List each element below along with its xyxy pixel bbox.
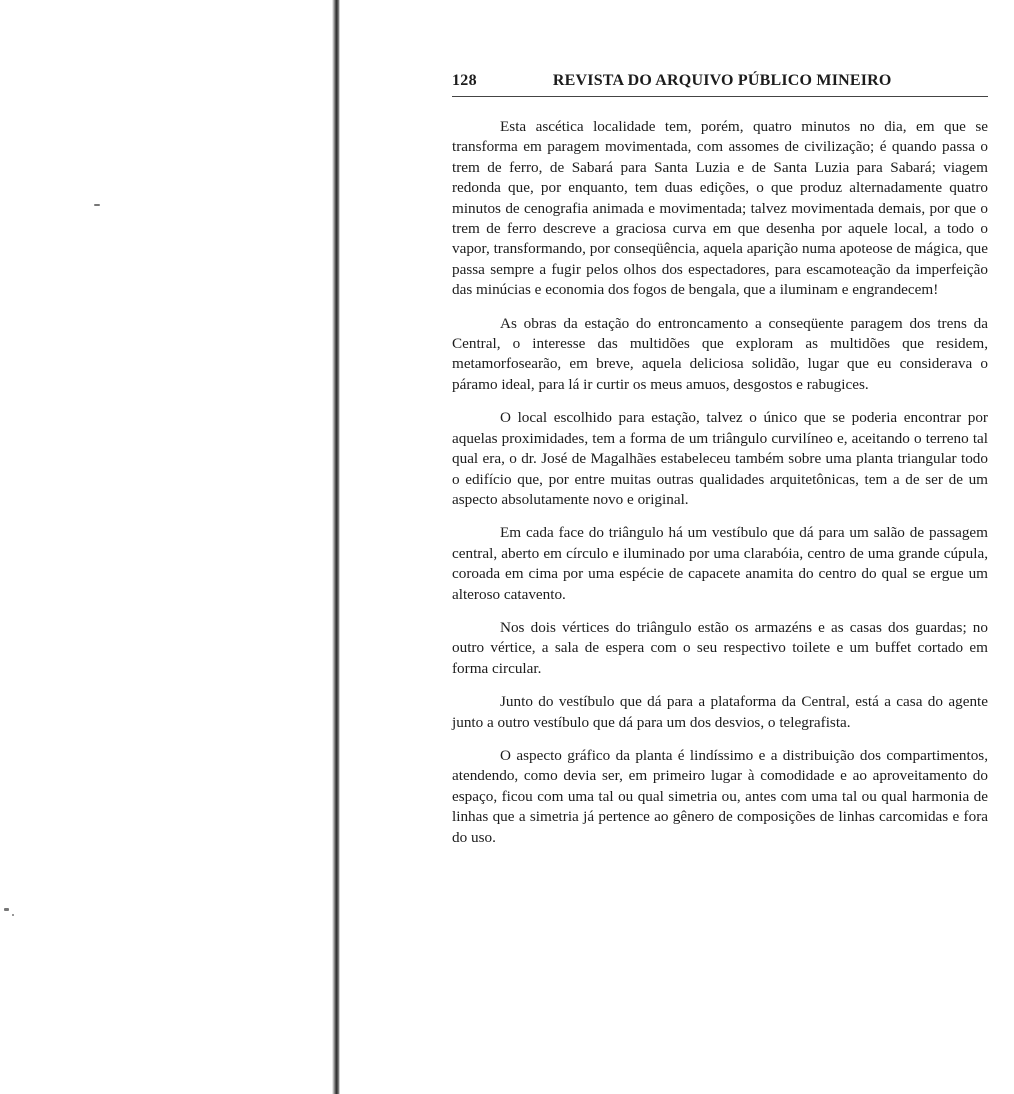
- page-number: 128: [452, 72, 477, 89]
- running-head: [452, 72, 988, 97]
- book-page: [452, 72, 988, 1072]
- journal-title: REVISTA DO ARQUIVO PÚBLICO MINEIRO: [552, 72, 892, 89]
- left-page-margin: [0, 0, 336, 1094]
- paragraph: Nos dois vértices do triângulo estão os armazéns e as casas dos guardas; no outro vértice, a sala de espera com o seu respectivo toilete e um buffet cortado em forma circular.: [452, 618, 988, 677]
- page-speck: [94, 204, 100, 206]
- paragraph: O aspecto gráfico da planta é lindíssimo e a distribuição dos compartimentos, atendendo, como devia ser, em primeiro lugar à comodidade e ao aproveitamento do espaço, ficou com uma tal ou qual simetria ou, antes com uma tal ou qual harmonia de linhas que a simetria já pertence ao gênero de composições de linhas carcomidas e fora do uso.: [452, 746, 988, 846]
- paragraph: O local escolhido para estação, talvez o único que se poderia encontrar por aquelas proximidades, tem a forma de um triângulo curvilíneo e, aceitando o terreno tal qual era, o dr. José de Magalhães estabeleceu também sobre uma planta triangular todo o edifício que, por entre muitas outras qualidades arquitetônicas, tem a de ser de um aspecto absolutamente novo e original.: [452, 409, 988, 508]
- body-text: [452, 117, 988, 848]
- paragraph: As obras da estação do entroncamento a conseqüente paragem dos trens da Central, o interesse das multidões que exploram as multidões que residem, metamorfosearão, em breve, aquela deliciosa solidão, lugar que eu considerava o páramo ideal, para lá ir curtir os meus amuos, desgostos e rabugices.: [452, 314, 988, 393]
- page-speck: [12, 914, 14, 916]
- paragraph: Esta ascética localidade tem, porém, quatro minutos no dia, em que se transforma em paragem movimentada, com assomes de civilização; é quando passa o trem de ferro, de Sabará para Santa Luzia e de Santa Luzia para Sabará; viagem redonda que, por enquanto, tem duas edições, o que produz alternadamente quatro minutos de cenografia animada e movimentada; talvez movimentada demais, por que o trem de ferro descreve a graciosa curva em que desenha por aquele local, a todo o vapor, transformando, por conseqüência, aquela aparição numa apoteose de mágica, que passa sempre a fugir pelos olhos dos espectadores, para escamoteação da imperfeição das minúcias e economia dos fogos de bengala, que a iluminam e engrandecem!: [452, 118, 988, 299]
- page-speck: [4, 908, 9, 911]
- paragraph: Junto do vestíbulo que dá para a plataforma da Central, está a casa do agente junto a outro vestíbulo que dá para um dos desvios, o telegrafista.: [452, 693, 988, 731]
- paragraph: Em cada face do triângulo há um vestíbulo que dá para um salão de passagem central, aberto em círculo e iluminado por uma clarabóia, centro de uma grande cúpula, coroada em cima por uma espécie de capacete anamita do centro do qual se ergue um alteroso catavento.: [452, 524, 988, 603]
- book-spine-shadow: [332, 0, 340, 1094]
